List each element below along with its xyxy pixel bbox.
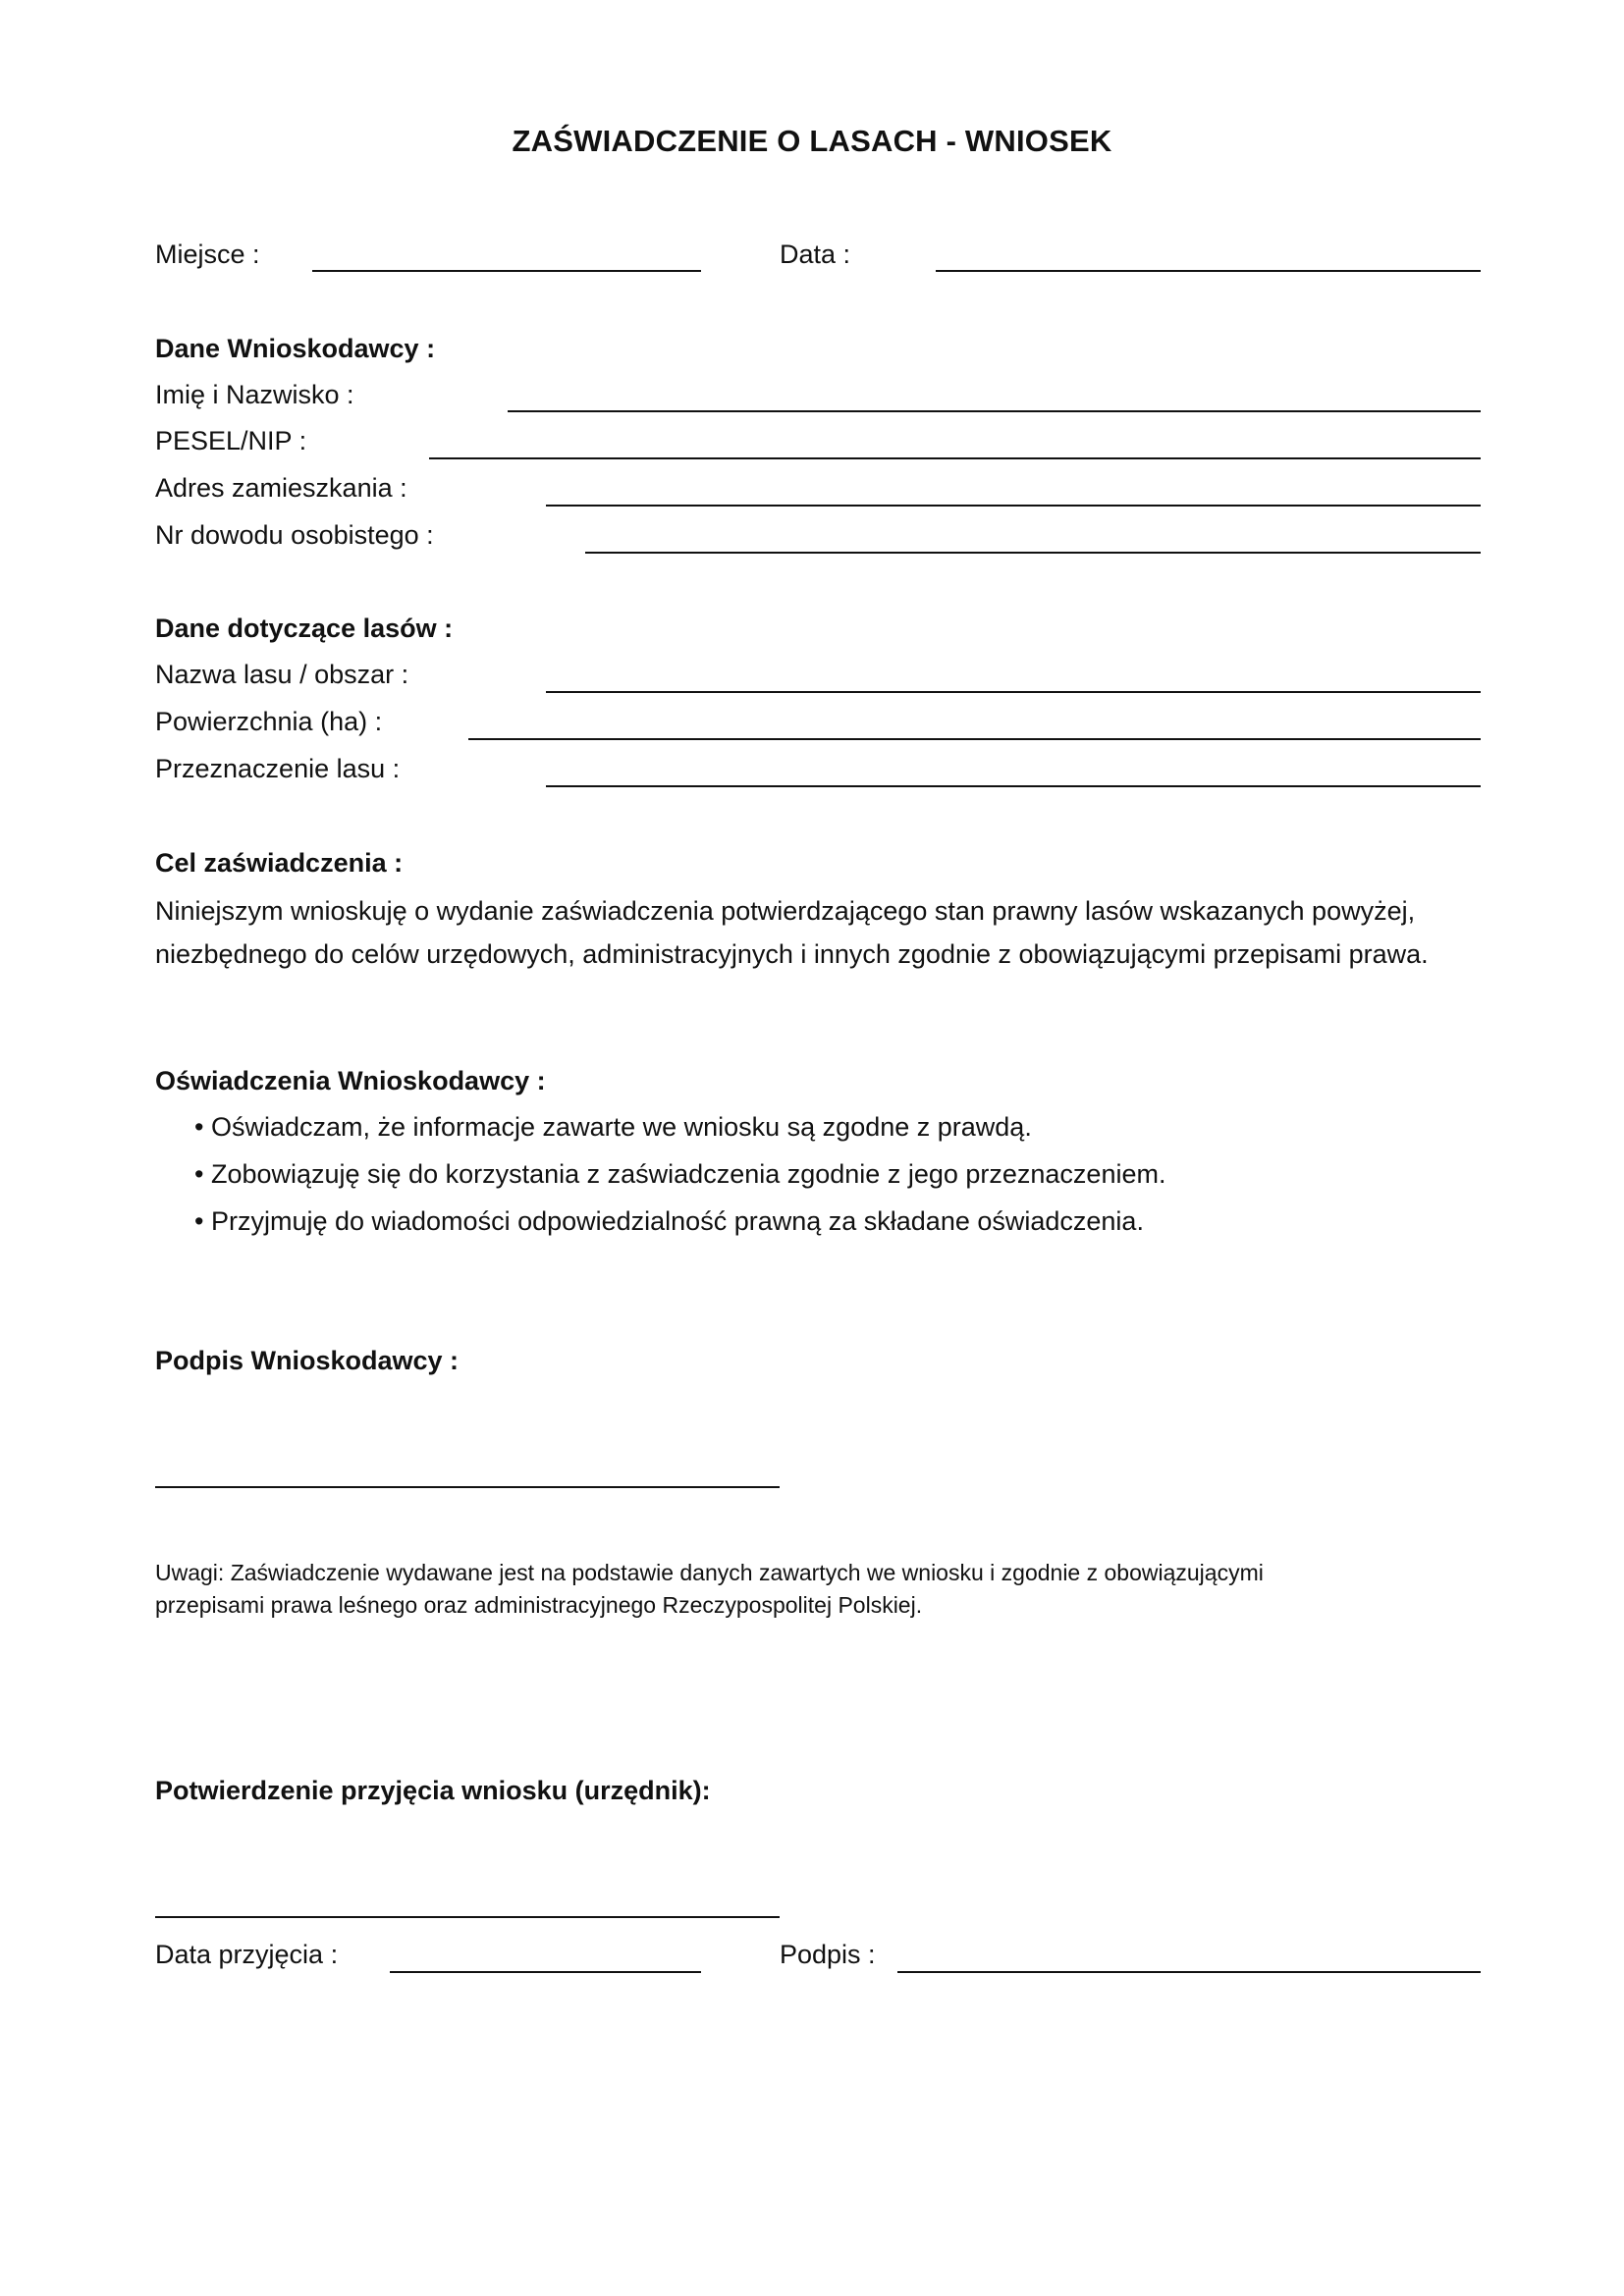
pesel-nip-label: PESEL/NIP : <box>155 426 307 455</box>
purpose-text <box>155 889 1530 976</box>
declaration-item-usage: • Zobowiązuję się do korzystania z zaświadczenia zgodnie z jego przeznaczeniem. <box>194 1159 1166 1189</box>
declaration-item-liability: • Przyjmuję do wiadomości odpowiedzialność prawną za składane oświadczenia. <box>194 1206 1144 1236</box>
area-field-line[interactable] <box>468 738 1481 740</box>
received-date-field-line[interactable] <box>390 1971 701 1973</box>
forest-name-field-line[interactable] <box>546 691 1481 693</box>
official-heading: Potwierdzenie przyjęcia wniosku (urzędnik): <box>155 1776 711 1805</box>
notes-line-2: przepisami prawa leśnego oraz administracyjnego Rzeczypospolitej Polskiej. <box>155 1592 923 1618</box>
place-field-line[interactable] <box>312 270 701 272</box>
pesel-nip-field-line[interactable] <box>429 457 1481 459</box>
notes-text <box>155 1557 1432 1622</box>
official-signature-line[interactable] <box>155 1916 780 1918</box>
official-signature-field-line[interactable] <box>897 1971 1481 1973</box>
document-title: ZAŚWIADCZENIE O LASACH - WNIOSEK <box>512 124 1112 158</box>
full-name-field-line[interactable] <box>508 410 1481 412</box>
forest-purpose-field-line[interactable] <box>546 785 1481 787</box>
signature-heading: Podpis Wnioskodawcy : <box>155 1346 460 1375</box>
applicant-heading: Dane Wnioskodawcy : <box>155 334 436 363</box>
id-number-field-line[interactable] <box>585 552 1481 554</box>
received-date-label: Data przyjęcia : <box>155 1940 339 1969</box>
address-label: Adres zamieszkania : <box>155 473 407 503</box>
purpose-heading: Cel zaświadczenia : <box>155 848 404 878</box>
id-number-label: Nr dowodu osobistego : <box>155 520 434 550</box>
applicant-signature-line[interactable] <box>155 1486 780 1488</box>
place-label: Miejsce : <box>155 240 260 269</box>
purpose-line-2: niezbędnego do celów urzędowych, administracyjnych i innych zgodnie z obowiązującymi przepisami prawa. <box>155 939 1429 969</box>
declarations-heading: Oświadczenia Wnioskodawcy : <box>155 1066 546 1095</box>
date-field-line[interactable] <box>936 270 1481 272</box>
forest-name-label: Nazwa lasu / obszar : <box>155 660 409 689</box>
forest-heading: Dane dotyczące lasów : <box>155 614 454 643</box>
declaration-item-truth: • Oświadczam, że informacje zawarte we wniosku są zgodne z prawdą. <box>194 1112 1032 1142</box>
address-field-line[interactable] <box>546 505 1481 507</box>
full-name-label: Imię i Nazwisko : <box>155 380 354 409</box>
area-label: Powierzchnia (ha) : <box>155 707 383 736</box>
forest-purpose-label: Przeznaczenie lasu : <box>155 754 401 783</box>
notes-line-1: Uwagi: Zaświadczenie wydawane jest na podstawie danych zawartych we wniosku i zgodnie z obowiązującymi <box>155 1560 1264 1585</box>
date-label: Data : <box>780 240 851 269</box>
purpose-line-1: Niniejszym wnioskuję o wydanie zaświadczenia potwierdzającego stan prawny lasów wskazanych powyżej, <box>155 896 1416 926</box>
official-signature-label: Podpis : <box>780 1940 876 1969</box>
